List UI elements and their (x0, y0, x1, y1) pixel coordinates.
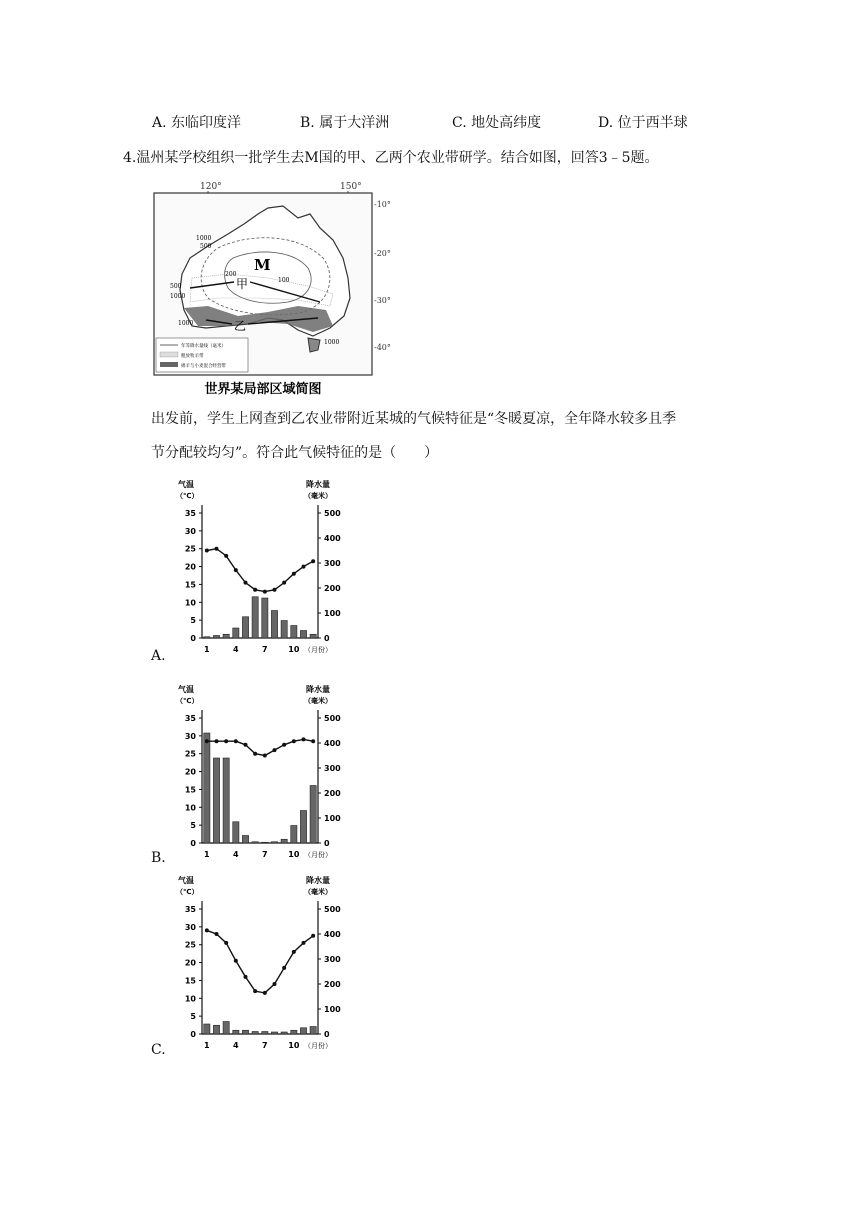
precip-tick-label: 500 (324, 509, 341, 518)
question-number: 4. (123, 150, 137, 166)
temp-point (302, 565, 306, 569)
precip-bar (291, 1030, 297, 1034)
temp-point (311, 559, 315, 563)
left-axis-title: 气温 (178, 685, 194, 694)
temp-tick-label: 5 (190, 616, 196, 626)
precip-bar (204, 1024, 210, 1034)
temp-tick-label: 35 (184, 905, 196, 914)
legend-item-1: 年等降水量线（毫米） (181, 344, 226, 349)
temp-tick-label: 15 (184, 580, 196, 590)
option-b[interactable]: B. 属于大洋洲 (300, 115, 390, 131)
precip-bar (310, 786, 316, 844)
precip-bar (300, 631, 306, 639)
lat-label-40: -40° (374, 343, 391, 352)
precip-bar (262, 598, 268, 638)
temp-point (273, 748, 277, 752)
precip-bar (223, 758, 229, 843)
precip-bar (204, 637, 210, 638)
temp-point (234, 568, 238, 572)
label-yi: 乙 (234, 319, 247, 333)
isohyet-label-1: 1000 (196, 235, 212, 242)
isohyet-label-2: 500 (200, 243, 212, 250)
precip-tick-label: 0 (324, 634, 330, 643)
climate-chart-b (160, 683, 360, 868)
x-tick-label: 4 (233, 850, 239, 859)
precip-bar (213, 758, 219, 843)
x-tick-label: 7 (262, 645, 268, 654)
map-svg (148, 178, 391, 400)
question-body-line-1: 出发前，学生上网查到乙农业带附近某城的气候特征是“冬暖夏凉，全年降水较多且季 (151, 411, 677, 427)
precip-tick-label: 400 (324, 534, 341, 543)
map-figure (148, 178, 391, 400)
temp-point (292, 950, 296, 954)
temp-point (282, 581, 286, 585)
temp-point (292, 572, 296, 576)
precip-tick-label: 0 (324, 1030, 330, 1039)
temp-point (263, 991, 267, 995)
isohyet-label-3: 200 (225, 271, 237, 278)
temp-point (253, 588, 257, 592)
isohyet-label-4: 100 (278, 277, 290, 284)
temp-point (215, 547, 219, 551)
precip-bar (204, 733, 210, 843)
precip-bar (291, 626, 297, 639)
temp-tick-label: 5 (190, 1012, 196, 1022)
lat-label-20: -20° (374, 249, 391, 258)
precip-tick-label: 500 (324, 714, 341, 723)
precip-tick-label: 200 (324, 980, 341, 989)
temp-line (207, 549, 313, 592)
label-jia: 甲 (236, 277, 249, 291)
precip-bar (262, 1032, 268, 1035)
temp-tick-label: 20 (184, 562, 196, 572)
precip-bar (271, 842, 277, 843)
precip-bar (213, 636, 219, 639)
temp-tick-label: 35 (184, 509, 196, 518)
x-tick-label: 10 (288, 1041, 300, 1050)
precip-bar (262, 842, 268, 843)
temp-point (234, 959, 238, 963)
question-body-line-2: 节分配较均匀”。符合此气候特征的是（ ） (151, 445, 439, 461)
island (308, 338, 320, 352)
temp-tick-label: 20 (184, 767, 196, 777)
legend-item-3: 绵羊与小麦混合经营带 (181, 364, 226, 369)
left-axis-title: 气温 (178, 876, 194, 885)
precip-tick-label: 500 (324, 905, 341, 914)
precip-bar (310, 1027, 316, 1035)
right-axis-unit: （毫米） (304, 697, 332, 705)
temp-point (302, 941, 306, 945)
precip-bar (252, 1032, 258, 1035)
temp-point (234, 739, 238, 743)
temp-point (205, 928, 209, 932)
temp-point (282, 966, 286, 970)
legend-swatch-sheep (160, 352, 178, 357)
temp-point (215, 739, 219, 743)
temp-point (224, 941, 228, 945)
precip-bar (281, 1032, 287, 1034)
temp-tick-label: 0 (190, 1030, 196, 1039)
temp-line (207, 739, 313, 755)
temp-point (244, 581, 248, 585)
temp-point (263, 754, 267, 758)
option-d[interactable]: D. 位于西半球 (598, 115, 688, 131)
temp-point (253, 752, 257, 756)
temp-tick-label: 0 (190, 839, 196, 848)
right-axis-unit: （毫米） (304, 888, 332, 896)
temp-point (224, 739, 228, 743)
temp-tick-label: 10 (184, 803, 196, 813)
temp-point (292, 739, 296, 743)
temp-point (224, 554, 228, 558)
temp-tick-label: 5 (190, 821, 196, 831)
temp-tick-label: 0 (190, 634, 196, 643)
temp-tick-label: 25 (184, 749, 196, 759)
right-axis-title: 降水量 (306, 685, 330, 694)
precip-bar (233, 628, 239, 638)
precip-bar (300, 811, 306, 844)
x-tick-label: 10 (288, 645, 300, 654)
temp-point (253, 989, 257, 993)
option-c-label[interactable]: C. (151, 1042, 166, 1058)
precip-bar (242, 617, 248, 638)
option-c[interactable]: C. 地处高纬度 (452, 115, 542, 131)
precip-tick-label: 400 (324, 930, 341, 939)
precip-bar (310, 634, 316, 638)
temp-tick-label: 25 (184, 544, 196, 554)
climate-chart-a (160, 478, 360, 663)
precip-tick-label: 100 (324, 609, 341, 618)
precip-tick-label: 400 (324, 739, 341, 748)
temp-tick-label: 10 (184, 598, 196, 608)
lat-label-30: -30° (374, 296, 391, 305)
temp-tick-label: 20 (184, 958, 196, 968)
left-axis-title: 气温 (178, 480, 194, 489)
precip-bar (271, 611, 277, 639)
temp-tick-label: 25 (184, 940, 196, 950)
right-axis-title: 降水量 (306, 480, 330, 489)
right-axis-title: 降水量 (306, 876, 330, 885)
option-b-label[interactable]: B. (151, 850, 166, 866)
temp-point (263, 590, 267, 594)
temp-point (302, 737, 306, 741)
precip-tick-label: 300 (324, 559, 341, 568)
precip-bar (281, 839, 287, 843)
precip-bar (242, 1030, 248, 1034)
option-a[interactable]: A. 东临印度洋 (152, 115, 242, 131)
x-tick-label: 4 (233, 645, 239, 654)
precip-tick-label: 100 (324, 1005, 341, 1014)
temp-point (273, 588, 277, 592)
isohyet-label-6: 1000 (170, 293, 186, 300)
precip-tick-label: 0 (324, 839, 330, 848)
precip-tick-label: 300 (324, 764, 341, 773)
lon-label-150: 150° (340, 182, 362, 192)
left-axis-unit: （℃） (176, 697, 199, 705)
x-tick-label: 7 (262, 850, 268, 859)
question-4-stem (123, 147, 659, 167)
temp-tick-label: 30 (184, 922, 196, 932)
legend-item-2: 粗放牧羊带 (181, 354, 204, 359)
precip-tick-label: 200 (324, 789, 341, 798)
precip-bar (242, 836, 248, 844)
temp-tick-label: 35 (184, 714, 196, 723)
x-tick-label: 1 (204, 1041, 210, 1050)
lon-label-120: 120° (200, 182, 222, 192)
map-caption: 世界某局部区域简图 (204, 382, 322, 397)
temp-tick-label: 15 (184, 785, 196, 795)
precip-bar (252, 842, 258, 843)
temp-point (244, 975, 248, 979)
temp-point (311, 934, 315, 938)
temp-point (282, 743, 286, 747)
isohyet-label-5: 500 (170, 283, 182, 290)
temp-point (273, 982, 277, 986)
x-axis-label: （月份） (304, 646, 332, 654)
climate-chart-c (160, 874, 360, 1059)
lat-label-10: -10° (374, 200, 391, 209)
precip-bar (223, 1022, 229, 1035)
x-tick-label: 7 (262, 1041, 268, 1050)
x-axis-label: （月份） (304, 851, 332, 859)
left-axis-unit: （℃） (176, 888, 199, 896)
x-tick-label: 4 (233, 1041, 239, 1050)
temp-point (205, 739, 209, 743)
precip-bar (223, 634, 229, 638)
precip-bar (300, 1028, 306, 1034)
right-axis-unit: （毫米） (304, 492, 332, 500)
question-text: 温州某学校组织一批学生去M国的甲、乙两个农业带研学。结合如图，回答3﹣5题。 (136, 150, 659, 166)
precip-bar (281, 621, 287, 639)
isohyet-label-7: 1000 (178, 320, 194, 327)
x-tick-label: 1 (204, 645, 210, 654)
option-a-label[interactable]: A. (151, 648, 166, 664)
precip-tick-label: 200 (324, 584, 341, 593)
x-tick-label: 10 (288, 850, 300, 859)
temp-tick-label: 10 (184, 994, 196, 1004)
temp-point (205, 549, 209, 553)
legend-swatch-wheat (160, 362, 178, 367)
temp-point (215, 932, 219, 936)
x-axis-label: （月份） (304, 1042, 332, 1050)
label-m: M (254, 256, 271, 274)
temp-point (311, 739, 315, 743)
precip-bar (271, 1032, 277, 1034)
isohyet-label-8: 1000 (324, 339, 340, 346)
temp-line (207, 930, 313, 993)
precip-bar (233, 822, 239, 843)
precip-bar (233, 1030, 239, 1034)
temp-tick-label: 30 (184, 526, 196, 536)
x-tick-label: 1 (204, 850, 210, 859)
precip-tick-label: 300 (324, 955, 341, 964)
temp-point (244, 743, 248, 747)
left-axis-unit: （℃） (176, 492, 199, 500)
precip-bar (291, 826, 297, 844)
temp-tick-label: 15 (184, 976, 196, 986)
temp-tick-label: 30 (184, 731, 196, 741)
precip-bar (213, 1025, 219, 1034)
precip-bar (252, 597, 258, 638)
precip-tick-label: 100 (324, 814, 341, 823)
